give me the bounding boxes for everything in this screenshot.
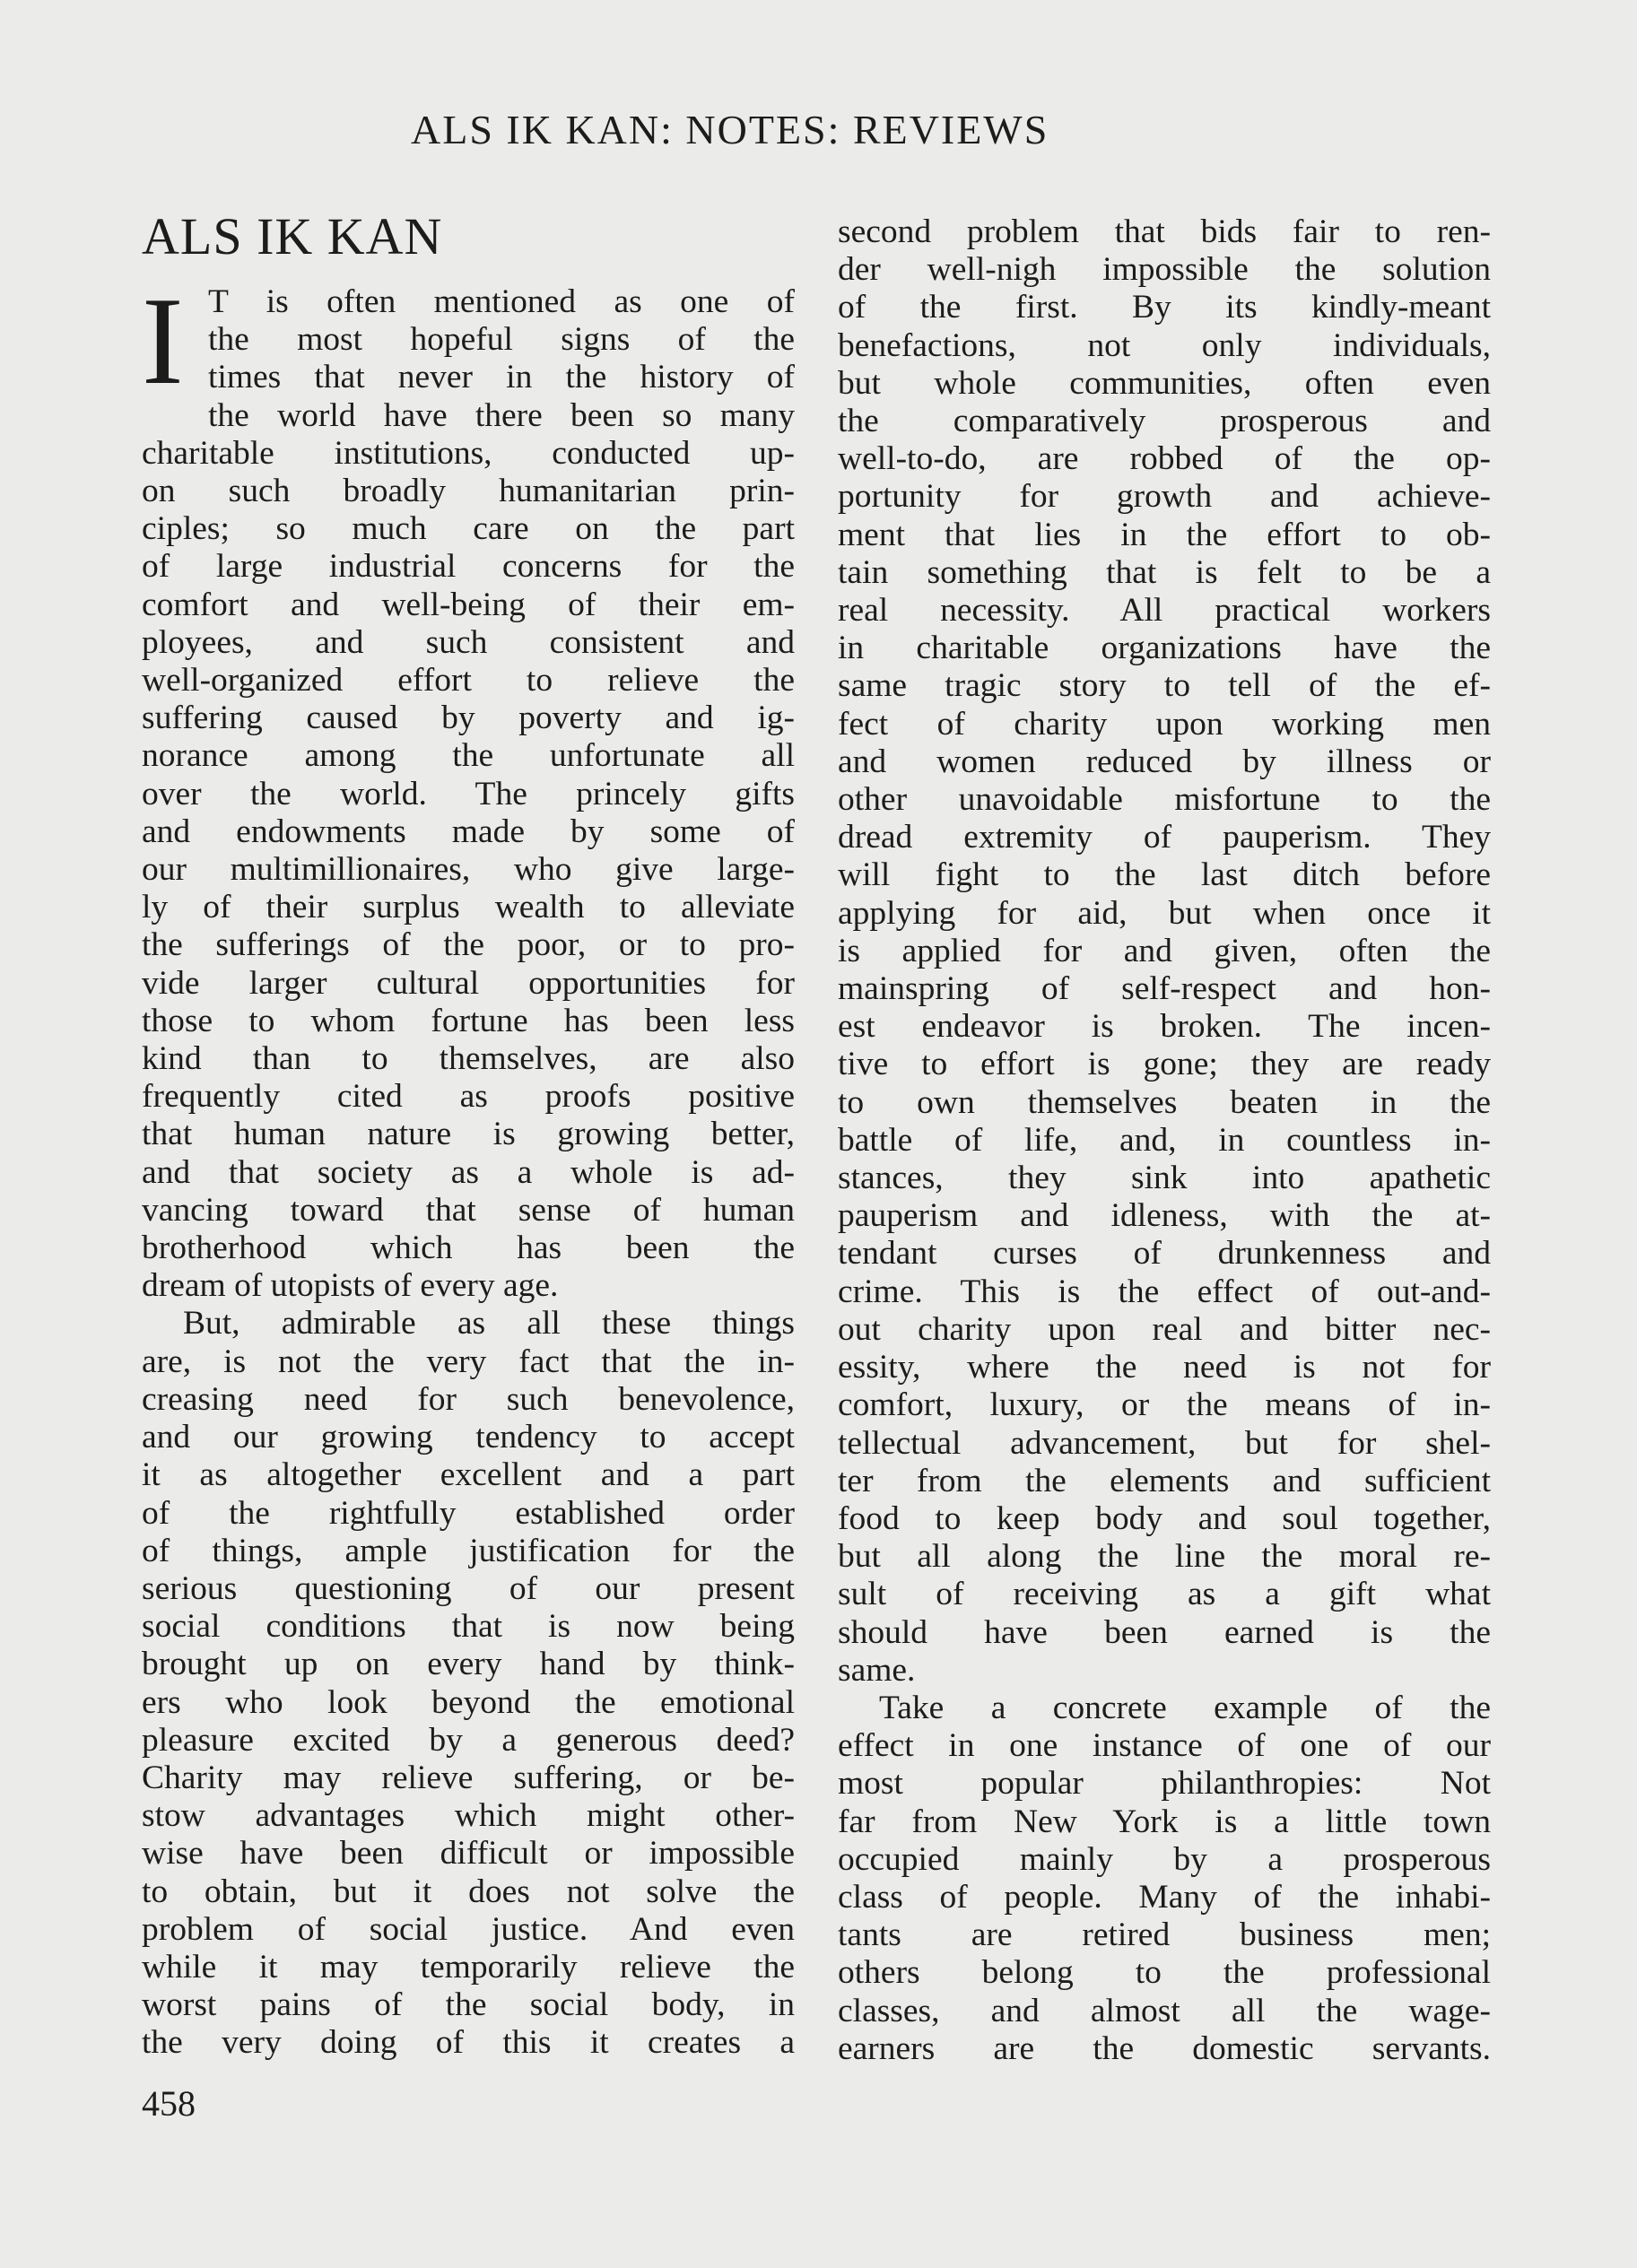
text-line: of large industrial concerns for the xyxy=(142,548,795,586)
page-number: 458 xyxy=(142,2083,196,2124)
text-line: charitable institutions, conducted up- xyxy=(142,434,795,472)
text-line: are, is not the very fact that the in- xyxy=(142,1343,795,1380)
text-line: others belong to the professional xyxy=(838,1954,1491,1992)
text-line: tive to effort is gone; they are ready xyxy=(838,1046,1491,1083)
text-line: times that never in the history of xyxy=(208,359,795,396)
text-line: while it may temporarily relieve the xyxy=(142,1948,795,1986)
text-line: ers who look beyond the emotional xyxy=(142,1683,795,1721)
text-line: kind than to themselves, are also xyxy=(142,1040,795,1078)
text-line: classes, and almost all the wage- xyxy=(838,1992,1491,2029)
text-line: problem of social justice. And even xyxy=(142,1910,795,1948)
text-line: benefactions, not only individuals, xyxy=(838,326,1491,364)
text-line: to own themselves beaten in the xyxy=(838,1083,1491,1121)
text-line: out charity upon real and bitter nec- xyxy=(838,1310,1491,1348)
text-line: worst pains of the social body, in xyxy=(142,1986,795,2024)
text-line: ter from the elements and sufficient xyxy=(838,1462,1491,1499)
text-line: mainspring of self-respect and hon- xyxy=(838,970,1491,1008)
text-line: tendant curses of drunkenness and xyxy=(838,1235,1491,1273)
text-line: social conditions that is now being xyxy=(142,1608,795,1646)
text-line: of things, ample justification for the xyxy=(142,1532,795,1569)
article-title: ALS IK KAN xyxy=(142,207,443,265)
text-line: our multimillionaires, who give large- xyxy=(142,851,795,889)
text-line: Take a concrete example of the xyxy=(879,1689,1491,1726)
text-line: and our growing tendency to accept xyxy=(142,1419,795,1456)
text-line: norance among the unfortunate all xyxy=(142,737,795,775)
text-line: food to keep body and soul together, xyxy=(838,1499,1491,1537)
text-line: of the first. By its kindly-meant xyxy=(838,289,1491,326)
paragraph-1-continued xyxy=(142,435,795,1306)
text-line: est endeavor is broken. The incen- xyxy=(838,1008,1491,1046)
text-line: but all along the line the moral re- xyxy=(838,1538,1491,1576)
text-line: tants are retired business men; xyxy=(838,1916,1491,1954)
text-line: brotherhood which has been the xyxy=(142,1230,795,1267)
text-line: most popular philanthropies: Not xyxy=(838,1765,1491,1803)
text-line: ly of their surplus wealth to alleviate xyxy=(142,889,795,926)
text-line: other unavoidable misfortune to the xyxy=(838,781,1491,819)
text-line: to obtain, but it does not solve the xyxy=(142,1873,795,1910)
text-line: the sufferings of the poor, or to pro- xyxy=(142,926,795,964)
text-line: the world have there been so many xyxy=(208,396,795,434)
text-line: and endowments made by some of xyxy=(142,812,795,850)
text-line: real necessity. All practical workers xyxy=(838,592,1491,630)
text-line: earners are the domestic servants. xyxy=(838,2029,1491,2067)
text-line: stow advantages which might other- xyxy=(142,1797,795,1835)
text-line: well-organized effort to relieve the xyxy=(142,662,795,700)
text-line: the most hopeful signs of the xyxy=(208,321,795,359)
text-line: second problem that bids fair to ren- xyxy=(838,213,1491,250)
text-line: creasing need for such benevolence, xyxy=(142,1380,795,1418)
text-line: and that society as a whole is ad- xyxy=(142,1153,795,1191)
text-line: those to whom fortune has been less xyxy=(142,1002,795,1039)
text-line: tain something that is felt to be a xyxy=(838,553,1491,591)
text-line: should have been earned is the xyxy=(838,1613,1491,1651)
text-line: is applied for and given, often the xyxy=(838,932,1491,969)
text-line: pauperism and idleness, with the at- xyxy=(838,1197,1491,1235)
text-line: it as altogether excellent and a part xyxy=(142,1456,795,1494)
paragraph-2 xyxy=(142,1305,795,2062)
text-line: ment that lies in the effort to ob- xyxy=(838,516,1491,553)
text-line: suffering caused by poverty and ig- xyxy=(142,700,795,737)
text-line: vancing toward that sense of human xyxy=(142,1191,795,1229)
paragraph-continued xyxy=(838,213,1491,1690)
text-line: wise have been difficult or impossible xyxy=(142,1835,795,1873)
text-line: on such broadly humanitarian prin- xyxy=(142,473,795,510)
text-line: sult of receiving as a gift what xyxy=(838,1576,1491,1613)
text-line: but whole communities, often even xyxy=(838,364,1491,402)
running-head: ALS IK KAN: NOTES: REVIEWS xyxy=(411,107,1049,152)
text-line: tellectual advancement, but for shel- xyxy=(838,1424,1491,1462)
text-line: ciples; so much care on the part xyxy=(142,510,795,548)
text-line: class of people. Many of the inhabi- xyxy=(838,1878,1491,1916)
text-line: that human nature is growing better, xyxy=(142,1116,795,1153)
paragraph-concrete-example xyxy=(838,1690,1491,2068)
text-line: in charitable organizations have the xyxy=(838,630,1491,667)
text-line: same. xyxy=(838,1651,916,1689)
text-line: essity, where the need is not for xyxy=(838,1349,1491,1386)
text-line: the comparatively prosperous and xyxy=(838,403,1491,440)
text-line: occupied mainly by a prosperous xyxy=(838,1840,1491,1878)
text-line: ployees, and such consistent and xyxy=(142,623,795,661)
text-line: far from New York is a little town xyxy=(838,1803,1491,1840)
text-line: frequently cited as proofs positive xyxy=(142,1078,795,1116)
text-line: same tragic story to tell of the ef- xyxy=(838,667,1491,705)
text-line: the very doing of this it creates a xyxy=(142,2024,795,2062)
text-line: applying for aid, but when once it xyxy=(838,894,1491,932)
opening-paragraph xyxy=(142,272,795,435)
text-line: brought up on every hand by think- xyxy=(142,1646,795,1683)
text-line: and women reduced by illness or xyxy=(838,743,1491,780)
text-line: crime. This is the effect of out-and- xyxy=(838,1273,1491,1310)
text-line: of the rightfully established order xyxy=(142,1494,795,1532)
text-line: T is often mentioned as one of xyxy=(208,283,795,320)
text-line: will fight to the last ditch before xyxy=(838,856,1491,894)
right-column xyxy=(838,213,1491,2068)
text-line: der well-nigh impossible the solution xyxy=(838,251,1491,289)
left-column xyxy=(142,208,795,2063)
text-line: fect of charity upon working men xyxy=(838,705,1491,743)
text-line: comfort, luxury, or the means of in- xyxy=(838,1386,1491,1424)
text-line: battle of life, and, in countless in- xyxy=(838,1121,1491,1159)
text-line: stances, they sink into apathetic xyxy=(838,1160,1491,1197)
text-line: over the world. The princely gifts xyxy=(142,775,795,812)
text-line: vide larger cultural opportunities for xyxy=(142,964,795,1002)
dropcap-lines xyxy=(142,272,795,435)
text-line: well-to-do, are robbed of the op- xyxy=(838,440,1491,478)
text-line: comfort and well-being of their em- xyxy=(142,586,795,623)
text-line: But, admirable as all these things xyxy=(183,1305,795,1343)
text-line: portunity for growth and achieve- xyxy=(838,478,1491,516)
text-line: effect in one instance of one of our xyxy=(838,1727,1491,1765)
text-line: Charity may relieve suffering, or be- xyxy=(142,1759,795,1796)
text-line: dread extremity of pauperism. They xyxy=(838,819,1491,856)
text-line: pleasure excited by a generous deed? xyxy=(142,1721,795,1759)
text-line: dream of utopists of every age. xyxy=(142,1267,559,1305)
drop-cap: I xyxy=(142,272,184,411)
text-line: serious questioning of our present xyxy=(142,1569,795,1607)
